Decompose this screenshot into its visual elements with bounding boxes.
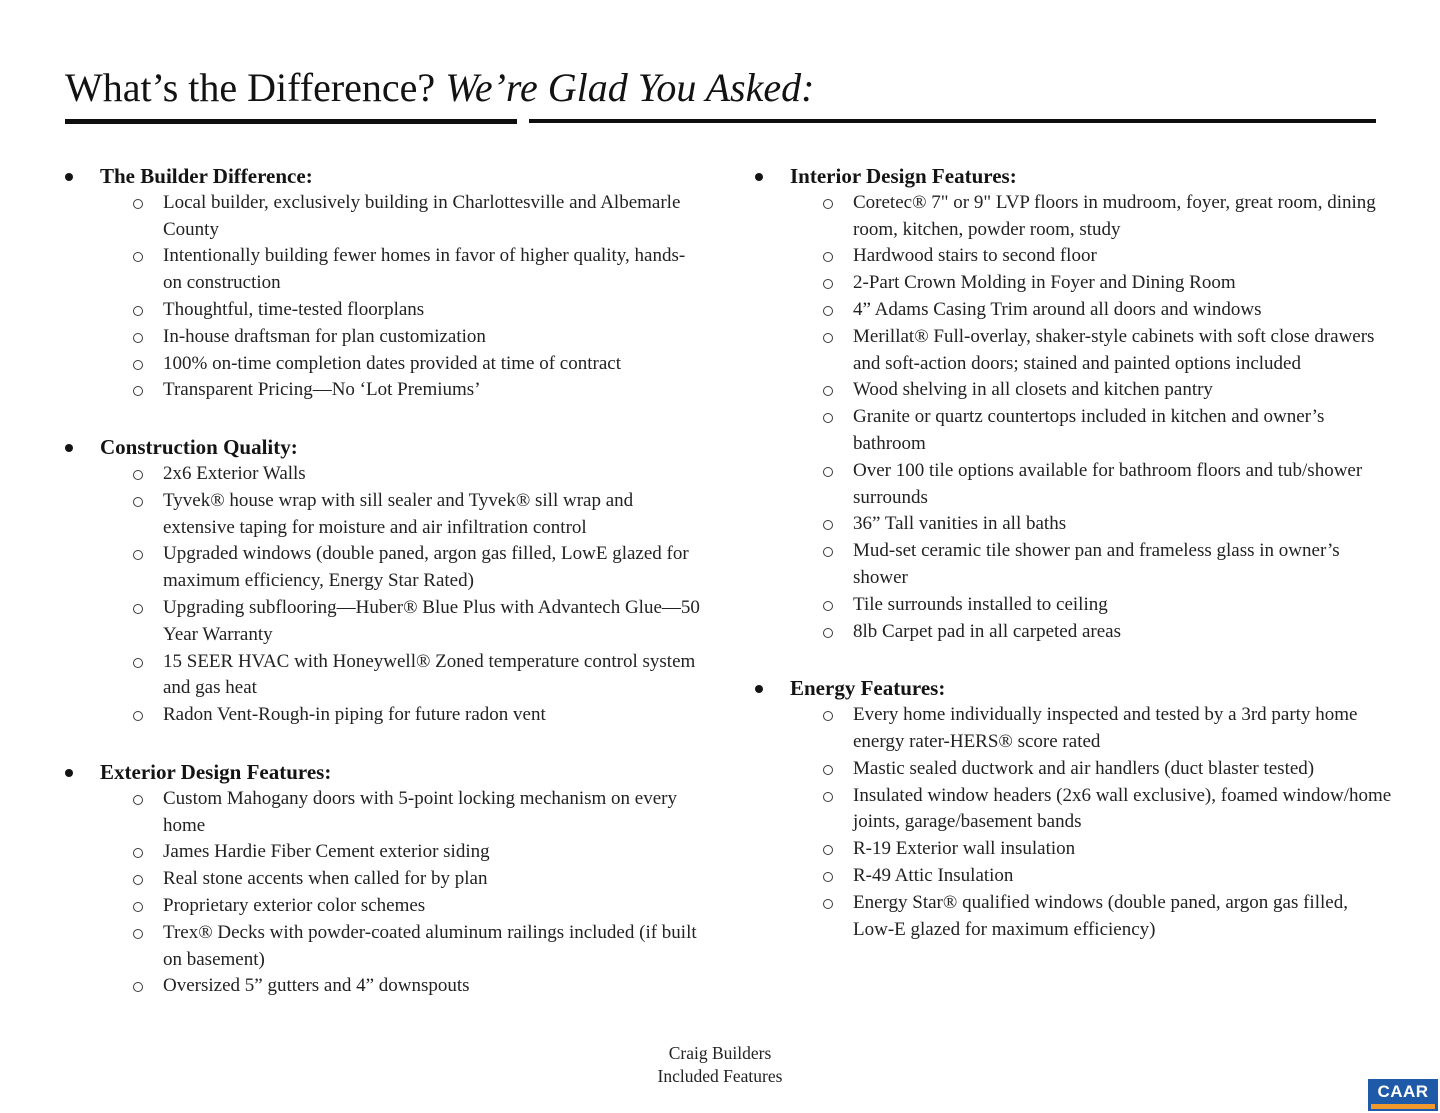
feature-list-item xyxy=(65,839,720,866)
feature-list-item xyxy=(755,297,1415,324)
feature-item-text: 8lb Carpet pad in all carpeted areas xyxy=(853,620,1121,642)
feature-list-item xyxy=(755,702,1415,756)
footer-company: Craig Builders xyxy=(668,1043,772,1063)
circle-bullet-icon xyxy=(133,386,143,396)
circle-bullet-icon xyxy=(133,848,143,858)
feature-item-text: Thoughtful, time-tested floorplans xyxy=(163,298,425,320)
circle-bullet-icon xyxy=(133,875,143,885)
feature-list-item xyxy=(755,538,1415,592)
circle-bullet-icon xyxy=(823,872,833,882)
feature-list-item xyxy=(65,190,720,244)
feature-item-text: Intentionally building fewer homes in favor of higher quality, hands-on construction xyxy=(163,245,686,294)
circle-bullet-icon xyxy=(823,279,833,289)
feature-item-text: Trex® Decks with powder-coated aluminum railings included (if built on basement) xyxy=(163,921,697,970)
circle-bullet-icon xyxy=(823,306,833,316)
feature-item-text: Radon Vent-Rough-in piping for future radon vent xyxy=(163,704,546,726)
bullet-icon xyxy=(755,173,763,181)
circle-bullet-icon xyxy=(133,550,143,560)
circle-bullet-icon xyxy=(823,252,833,262)
feature-section xyxy=(65,163,720,404)
feature-list-item xyxy=(65,488,720,542)
feature-list-item xyxy=(65,866,720,893)
feature-item-text: Mastic sealed ductwork and air handlers (duct blaster tested) xyxy=(853,757,1315,779)
feature-list-item xyxy=(755,324,1415,378)
page-title-regular: What’s the Difference? xyxy=(65,65,446,110)
feature-item-text: Mud-set ceramic tile shower pan and frameless glass in owner’s shower xyxy=(853,540,1340,588)
feature-list-item xyxy=(755,836,1415,863)
feature-section xyxy=(65,759,720,1000)
circle-bullet-icon xyxy=(133,982,143,992)
feature-list xyxy=(755,702,1415,943)
circle-bullet-icon xyxy=(823,520,833,530)
document-footer xyxy=(0,1042,1440,1088)
feature-item-text: Tyvek® house wrap with sill sealer and Tyvek® sill wrap and extensive taping for moisture and air infiltration control xyxy=(163,489,634,538)
feature-list-item xyxy=(65,649,720,703)
left-column xyxy=(65,163,720,1030)
circle-bullet-icon xyxy=(133,795,143,805)
title-underline-right xyxy=(529,119,1376,123)
feature-item-text: Tile surrounds installed to ceiling xyxy=(853,593,1108,615)
feature-list-item xyxy=(755,890,1415,944)
feature-item-text: 100% on-time completion dates provided at time of contract xyxy=(163,352,621,374)
feature-item-text: Hardwood stairs to second floor xyxy=(853,245,1097,267)
feature-item-text: Every home individually inspected and tested by a 3rd party home energy rater-HERS® score rated xyxy=(853,704,1358,752)
feature-item-text: Custom Mahogany doors with 5-point locking mechanism on every home xyxy=(163,787,677,836)
feature-item-text: Proprietary exterior color schemes xyxy=(163,894,426,916)
feature-list-item xyxy=(755,270,1415,297)
feature-item-text: Over 100 tile options available for bathroom floors and tub/shower surrounds xyxy=(853,459,1363,508)
feature-list xyxy=(755,190,1415,646)
feature-item-text: James Hardie Fiber Cement exterior siding xyxy=(163,841,490,863)
feature-item-text: In-house draftsman for plan customization xyxy=(163,325,486,347)
feature-section xyxy=(755,675,1415,943)
feature-item-text: Upgraded windows (double paned, argon gas filled, LowE glazed for maximum efficiency, Energy Star Rated) xyxy=(163,543,689,592)
caar-logo-text: CAAR xyxy=(1377,1082,1429,1101)
feature-list-item xyxy=(65,893,720,920)
bullet-icon xyxy=(65,769,73,777)
feature-list-item xyxy=(755,190,1415,244)
feature-list-item xyxy=(755,756,1415,783)
circle-bullet-icon xyxy=(823,628,833,638)
circle-bullet-icon xyxy=(133,711,143,721)
feature-list-item xyxy=(65,377,720,404)
circle-bullet-icon xyxy=(133,470,143,480)
feature-item-text: Transparent Pricing—No ‘Lot Premiums’ xyxy=(163,379,481,401)
section-heading: The Builder Difference: xyxy=(100,164,313,188)
circle-bullet-icon xyxy=(823,711,833,721)
feature-list-item xyxy=(65,920,720,974)
feature-list-item xyxy=(755,511,1415,538)
feature-list-item xyxy=(65,461,720,488)
feature-item-text: Real stone accents when called for by plan xyxy=(163,868,488,890)
feature-item-text: Granite or quartz countertops included in kitchen and owner’s bathroom xyxy=(853,406,1325,454)
circle-bullet-icon xyxy=(823,467,833,477)
feature-section xyxy=(755,163,1415,645)
section-heading: Energy Features: xyxy=(790,676,946,701)
circle-bullet-icon xyxy=(823,765,833,775)
feature-list xyxy=(65,461,720,729)
section-heading-row xyxy=(755,675,1415,702)
feature-list-item xyxy=(65,702,720,729)
feature-item-text: Insulated window headers (2x6 wall exclusive), foamed window/home joints, garage/basement bands xyxy=(853,784,1392,833)
feature-item-text: 2-Part Crown Molding in Foyer and Dining Room xyxy=(853,272,1236,294)
page-title xyxy=(65,64,814,112)
page-title-italic: We’re Glad You Asked: xyxy=(445,65,815,110)
bullet-icon xyxy=(65,444,73,452)
footer-subtitle: Included Features xyxy=(657,1066,783,1086)
circle-bullet-icon xyxy=(133,199,143,209)
section-heading-row xyxy=(65,163,720,190)
circle-bullet-icon xyxy=(133,360,143,370)
feature-item-text: 15 SEER HVAC with Honeywell® Zoned temperature control system and gas heat xyxy=(163,650,696,699)
feature-item-text: Merillat® Full-overlay, shaker-style cabinets with soft close drawers and soft-action doors; stained and painted options included xyxy=(853,325,1375,374)
feature-item-text: Oversized 5” gutters and 4” downspouts xyxy=(163,975,470,997)
feature-list-item xyxy=(65,786,720,840)
right-column xyxy=(755,163,1415,973)
circle-bullet-icon xyxy=(823,792,833,802)
circle-bullet-icon xyxy=(823,333,833,343)
circle-bullet-icon xyxy=(823,899,833,909)
feature-list-item xyxy=(65,324,720,351)
feature-list-item xyxy=(755,404,1415,458)
circle-bullet-icon xyxy=(823,199,833,209)
feature-list-item xyxy=(65,973,720,1000)
title-underline-left xyxy=(65,119,517,124)
feature-item-text: 4” Adams Casing Trim around all doors and windows xyxy=(853,298,1262,320)
bullet-icon xyxy=(755,685,763,693)
circle-bullet-icon xyxy=(133,604,143,614)
circle-bullet-icon xyxy=(133,929,143,939)
section-heading-row xyxy=(755,163,1415,190)
caar-logo-orange-strip xyxy=(1371,1104,1435,1109)
circle-bullet-icon xyxy=(133,333,143,343)
section-heading-row xyxy=(65,434,720,461)
feature-item-text: Upgrading subflooring—Huber® Blue Plus with Advantech Glue—50 Year Warranty xyxy=(163,596,700,645)
circle-bullet-icon xyxy=(823,601,833,611)
feature-list-item xyxy=(755,377,1415,404)
feature-list-item xyxy=(755,863,1415,890)
feature-list-item xyxy=(755,458,1415,512)
feature-list-item xyxy=(65,541,720,595)
feature-list xyxy=(65,786,720,1000)
section-heading-row xyxy=(65,759,720,786)
feature-list-item xyxy=(755,592,1415,619)
feature-section xyxy=(65,434,720,729)
feature-item-text: Local builder, exclusively building in Charlottesville and Albemarle County xyxy=(163,191,681,240)
circle-bullet-icon xyxy=(823,845,833,855)
section-heading: Exterior Design Features: xyxy=(100,759,332,784)
feature-list-item xyxy=(65,297,720,324)
circle-bullet-icon xyxy=(823,413,833,423)
feature-list-item xyxy=(755,619,1415,646)
feature-list-item xyxy=(65,351,720,378)
section-heading: Interior Design Features: xyxy=(790,164,1017,188)
feature-list-item xyxy=(65,595,720,649)
circle-bullet-icon xyxy=(133,252,143,262)
feature-list-item xyxy=(755,243,1415,270)
circle-bullet-icon xyxy=(133,658,143,668)
circle-bullet-icon xyxy=(133,902,143,912)
feature-list-item xyxy=(755,783,1415,837)
caar-logo xyxy=(1368,1079,1438,1111)
feature-item-text: R-49 Attic Insulation xyxy=(853,864,1014,886)
feature-list-item xyxy=(65,243,720,297)
feature-item-text: Wood shelving in all closets and kitchen pantry xyxy=(853,379,1213,401)
feature-list xyxy=(65,190,720,404)
section-heading: Construction Quality: xyxy=(100,435,298,460)
bullet-icon xyxy=(65,173,73,181)
circle-bullet-icon xyxy=(133,306,143,316)
feature-item-text: R-19 Exterior wall insulation xyxy=(853,838,1076,860)
feature-item-text: 36” Tall vanities in all baths xyxy=(853,513,1067,535)
circle-bullet-icon xyxy=(823,386,833,396)
feature-item-text: Energy Star® qualified windows (double paned, argon gas filled, Low-E glazed for maximum efficiency) xyxy=(853,891,1348,940)
feature-item-text: Coretec® 7" or 9" LVP floors in mudroom, foyer, great room, dining room, kitchen, powder room, study xyxy=(853,191,1376,240)
feature-item-text: 2x6 Exterior Walls xyxy=(163,462,306,484)
circle-bullet-icon xyxy=(133,497,143,507)
circle-bullet-icon xyxy=(823,547,833,557)
